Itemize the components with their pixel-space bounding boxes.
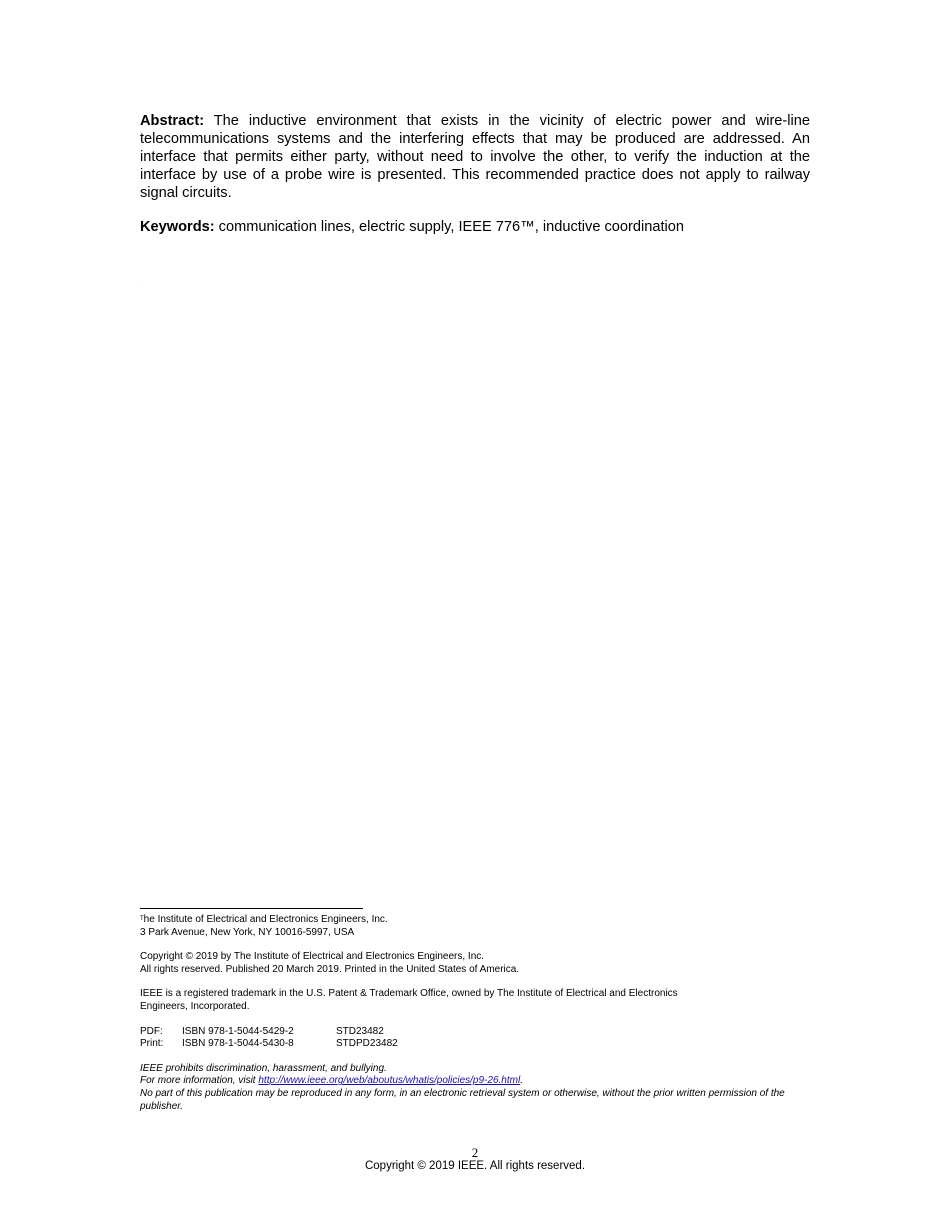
isbn-code: STDPD23482	[336, 1038, 398, 1050]
main-content	[140, 112, 810, 236]
page-copyright: Copyright © 2019 IEEE. All rights reserved.	[364, 1160, 586, 1172]
policy-line: IEEE prohibits discrimination, harassment, and bullying.	[140, 1062, 387, 1074]
isbn-format: Print:	[140, 1038, 164, 1050]
info-suffix: .	[520, 1075, 523, 1087]
trademark-line-2: Engineers, Incorporated.	[140, 1000, 250, 1012]
keywords-label: Keywords:	[140, 219, 215, 235]
publisher-initial: T	[140, 916, 144, 922]
isbn-code: STD23482	[336, 1025, 384, 1037]
footnote-separator	[140, 908, 363, 909]
info-prefix: For more information, visit	[140, 1075, 259, 1087]
page-number: 2	[471, 1145, 479, 1160]
publisher-line	[140, 914, 812, 927]
reproduction-notice: No part of this publication may be reproduced in any form, in an electronic retrieval system or otherwise, without the prior written permission of the publisher.	[140, 1087, 785, 1112]
isbn-number: ISBN 978-1-5044-5430-8	[182, 1038, 294, 1050]
copyright-line: Copyright © 2019 by The Institute of Electrical and Electronics Engineers, Inc.	[140, 951, 485, 963]
abstract-label: Abstract:	[140, 113, 205, 129]
keywords-paragraph	[140, 218, 810, 236]
copyright-footer	[140, 908, 812, 1113]
rights-line: All rights reserved. Published 20 March 2019. Printed in the United States of America.	[140, 963, 520, 975]
abstract-text: The inductive environment that exists in the vicinity of electric power and wire-line telecommunications systems and the interfering effects that may be produced are addressed. An interface that permits either party, without need to involve the other, to verify the induction at the interface by use of a probe wire is presented. This recommended practice does not apply to railway signal circuits.	[140, 113, 810, 201]
stray-mark: .	[140, 281, 142, 286]
isbn-format: PDF:	[140, 1025, 163, 1037]
publisher-address: 3 Park Avenue, New York, NY 10016-5997, USA	[140, 926, 355, 938]
isbn-row-pdf	[140, 1026, 812, 1039]
trademark-line-1: IEEE is a registered trademark in the U.S. Patent & Trademark Office, owned by The Institute of Electrical and Electronics	[140, 988, 678, 1000]
publisher-name: he Institute of Electrical and Electronics Engineers, Inc.	[143, 914, 388, 925]
policy-link[interactable]: http://www.ieee.org/web/aboutus/whatis/policies/p9-26.html	[258, 1075, 521, 1087]
keywords-text: communication lines, electric supply, IEEE 776™, inductive coordination	[218, 219, 685, 235]
isbn-row-print	[140, 1038, 812, 1051]
abstract-paragraph	[140, 112, 810, 202]
info-line	[140, 1075, 812, 1088]
isbn-number: ISBN 978-1-5044-5429-2	[182, 1025, 294, 1037]
